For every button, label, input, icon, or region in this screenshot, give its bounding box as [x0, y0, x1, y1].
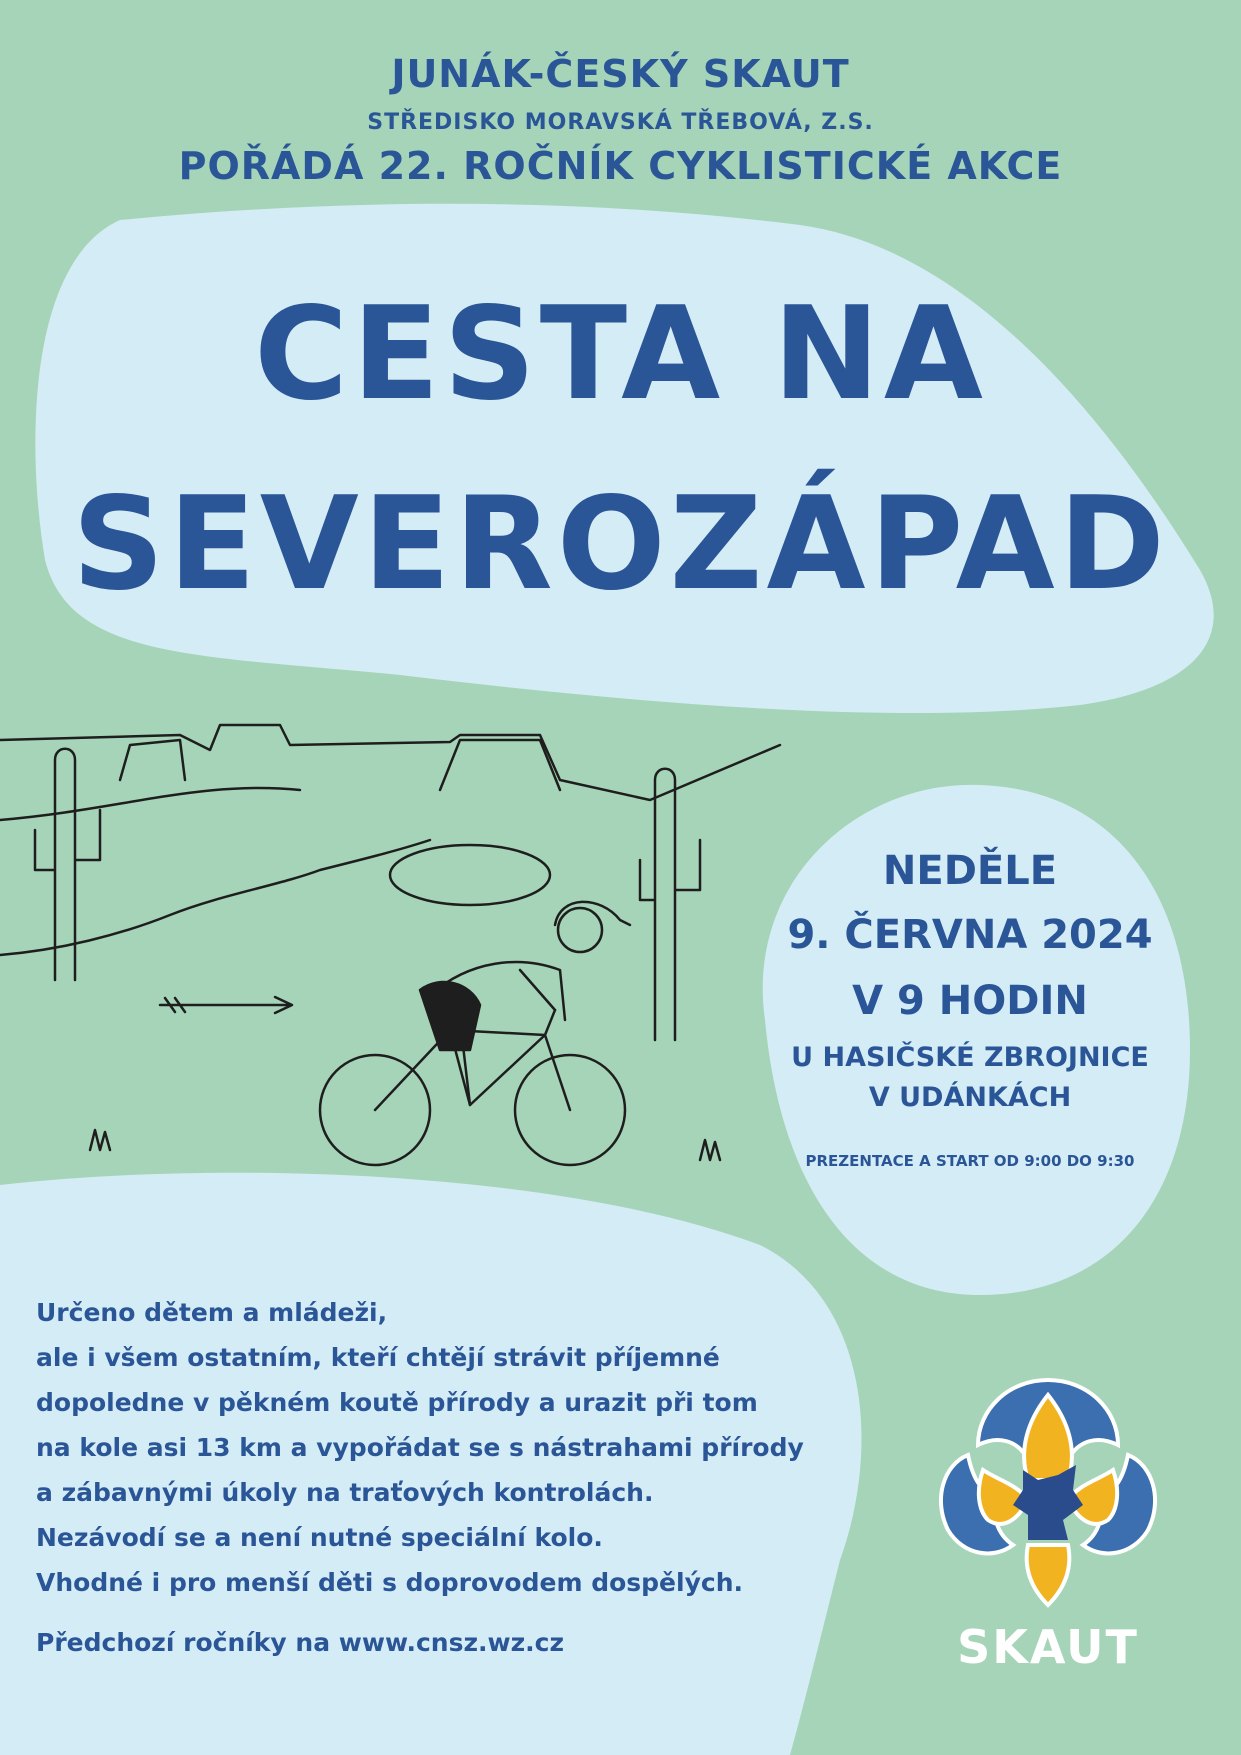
registration-info: PREZENTACE A START OD 9:00 DO 9:30: [805, 1152, 1135, 1170]
rider-shorts: [420, 982, 480, 1050]
event-date: 9. ČERVNA 2024: [787, 912, 1153, 958]
organization-name: JUNÁK-ČESKÝ SKAUT: [391, 52, 850, 96]
mesa-right: [440, 740, 560, 790]
skaut-logo-text: SKAUT: [957, 1620, 1139, 1674]
event-time: V 9 HODIN: [852, 978, 1088, 1024]
description-line: ale i všem ostatním, kteří chtějí strávit příjemné: [36, 1343, 720, 1372]
event-title-line-1: CESTA NA: [254, 280, 987, 429]
cactus-right: [640, 769, 700, 1040]
valley-line: [0, 788, 300, 820]
rider-head: [558, 908, 602, 952]
branch-name: STŘEDISKO MORAVSKÁ TŘEBOVÁ, Z.S.: [367, 110, 874, 135]
mesa-left: [120, 740, 185, 780]
trail-loop: [390, 845, 550, 905]
event-day: NEDĚLE: [882, 848, 1058, 894]
description-line: Nezávodí se a není nutné speciální kolo.: [36, 1523, 603, 1552]
description-line: dopoledne v pěkném koutě přírody a urazit při tom: [36, 1388, 758, 1417]
announcement: POŘÁDÁ 22. ROČNÍK CYKLISTICKÉ AKCE: [178, 144, 1063, 188]
speed-arrow: [160, 997, 292, 1013]
previous-years-link[interactable]: Předchozí ročníky na www.cnsz.wz.cz: [36, 1628, 565, 1657]
description-line: Určeno dětem a mládeži,: [36, 1298, 388, 1327]
description-line: Vhodné i pro menší děti s doprovodem dospělých.: [36, 1568, 743, 1597]
event-place-line-1: U HASIČSKÉ ZBROJNICE: [791, 1042, 1149, 1073]
description-line: a zábavnými úkoly na traťových kontrolách.: [36, 1478, 654, 1507]
cyclist-desert-illustration: [0, 720, 800, 1180]
horizon-line: [0, 725, 780, 800]
event-title-line-2: SEVEROZÁPAD: [72, 470, 1169, 619]
event-description: [36, 1290, 816, 1605]
trail: [0, 840, 430, 955]
event-place-line-2: V UDÁNKÁCH: [868, 1082, 1072, 1113]
description-line: na kole asi 13 km a vypořádat se s nástrahami přírody: [36, 1433, 804, 1462]
scout-lily-wolf-icon: [928, 1370, 1168, 1610]
